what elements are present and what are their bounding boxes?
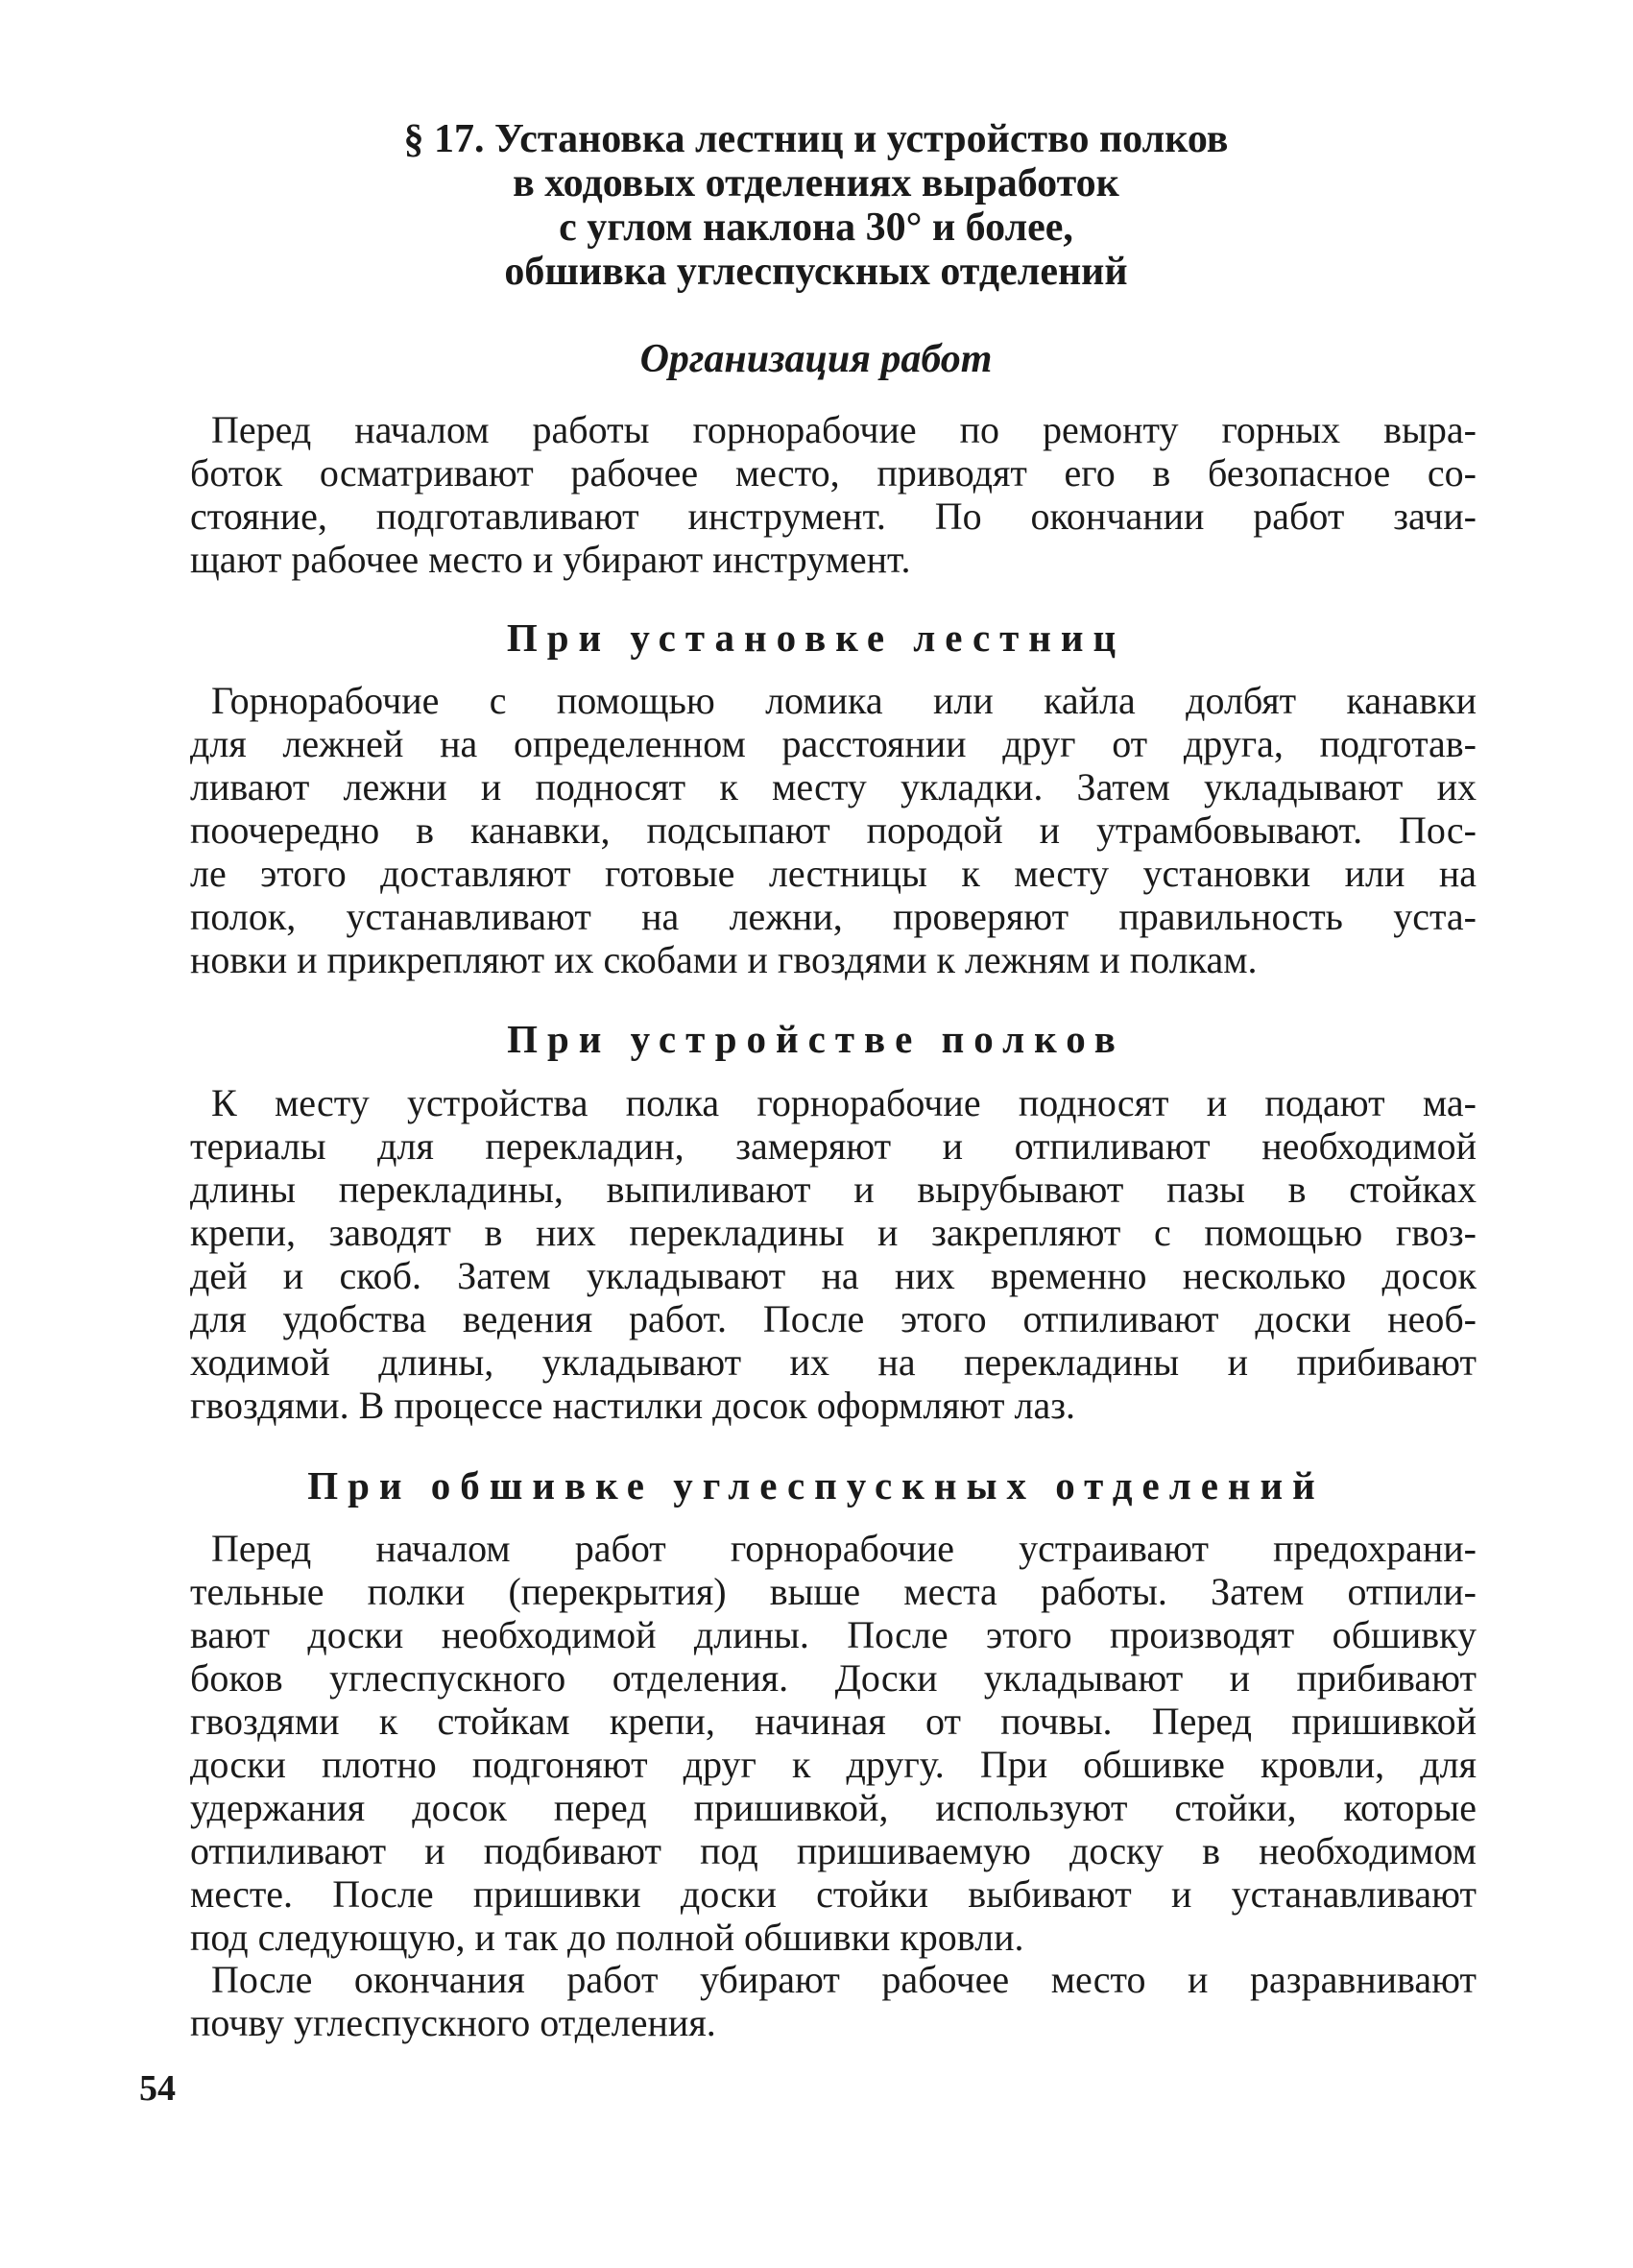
paragraph-line: месте. После пришивки доски стойки выбивают и устанавливают <box>190 1872 1477 1916</box>
paragraph-line: полок, устанавливают на лежни, проверяют правильность уста- <box>190 895 1477 938</box>
final-paragraph <box>190 1958 1477 2044</box>
paragraph-line: гвоздями к стойкам крепи, начиная от почвы. Перед пришивкой <box>190 1700 1477 1743</box>
paragraph-line: доски плотно подгоняют друг к другу. При обшивке кровли, для <box>190 1743 1477 1786</box>
page-number: 54 <box>139 2068 176 2109</box>
paragraph-line: гвоздями. В процессе настилки досок оформляют лаз. <box>190 1384 1076 1427</box>
paragraph-line: поочередно в канавки, подсыпают породой и утрамбовывают. Пос- <box>190 808 1477 852</box>
organization-heading: Организация работ <box>639 337 993 381</box>
section-title <box>288 117 1344 294</box>
paragraph-line: новки и прикрепляют их скобами и гвоздями к лежням и полкам. <box>190 938 1258 981</box>
shelves-heading: При устройстве полков <box>507 1017 1125 1061</box>
paragraph-line: дей и скоб. Затем укладывают на них временно несколько досок <box>190 1254 1477 1297</box>
section-title-line: § 17. Установка лестниц и устройство полков <box>403 117 1229 161</box>
paragraph-line: почву углеспускного отделения. <box>190 2001 716 2044</box>
ladders-heading: При установке лестниц <box>506 615 1126 660</box>
paragraph-line: удержания досок перед пришивкой, используют стойки, которые <box>190 1786 1477 1829</box>
paragraph-line: стояние, подготавливают инструмент. По окончании работ зачи- <box>190 495 1477 538</box>
paragraph-line: щают рабочее место и убирают инструмент. <box>190 538 911 581</box>
section-title-line: в ходовых отделениях выработок <box>513 161 1119 205</box>
paragraph-line: для удобства ведения работ. После этого отпиливают доски необ- <box>190 1297 1477 1340</box>
paragraph-line: ливают лежни и подносят к месту укладки. Затем укладывают их <box>190 765 1477 808</box>
paragraph-line: К месту устройства полка горнорабочие подносят и подают ма- <box>211 1081 1477 1124</box>
paragraph-line: После окончания работ убирают рабочее место и разравнивают <box>211 1958 1477 2001</box>
paragraph-line: отпиливают и подбивают под пришиваемую доску в необходимом <box>190 1829 1477 1872</box>
paragraph-line: крепи, заводят в них перекладины и закрепляют с помощью гвоз- <box>190 1211 1477 1254</box>
section-title-line: обшивка углеспускных отделений <box>504 250 1128 294</box>
paragraph-line: длины перекладины, выпиливают и вырубывают пазы в стойках <box>190 1168 1477 1211</box>
shelves-paragraph <box>190 1081 1477 1427</box>
paragraph-line: боток осматривают рабочее место, приводят его в безопасное со- <box>190 451 1477 495</box>
paragraph-line: Перед началом работ горнорабочие устраивают предохрани- <box>211 1527 1477 1570</box>
paragraph-line: Горнорабочие с помощью ломика или кайла долбят канавки <box>211 679 1477 722</box>
paragraph-line: для лежней на определенном расстоянии друг от друга, подготав- <box>190 722 1477 765</box>
ladders-paragraph <box>190 679 1477 981</box>
paragraph-line: ле этого доставляют готовые лестницы к месту установки или на <box>190 852 1477 895</box>
paragraph-line: Перед началом работы горнорабочие по ремонту горных выра- <box>211 408 1477 451</box>
section-title-line: с углом наклона 30° и более, <box>559 205 1073 250</box>
sheathing-paragraph <box>190 1527 1477 1959</box>
paragraph-line: боков углеспускного отделения. Доски укладывают и прибивают <box>190 1656 1477 1700</box>
paragraph-line: ходимой длины, укладывают их на перекладины и прибивают <box>190 1340 1477 1384</box>
organization-paragraph <box>190 408 1477 581</box>
sheathing-heading: При обшивке углеспускных отделений <box>307 1463 1325 1508</box>
paragraph-line: вают доски необходимой длины. После этого производят обшивку <box>190 1613 1477 1656</box>
paragraph-line: под следующую, и так до полной обшивки кровли. <box>190 1916 1024 1959</box>
paragraph-line: тельные полки (перекрытия) выше места работы. Затем отпили- <box>190 1570 1477 1613</box>
paragraph-line: териалы для перекладин, замеряют и отпиливают необходимой <box>190 1124 1477 1168</box>
